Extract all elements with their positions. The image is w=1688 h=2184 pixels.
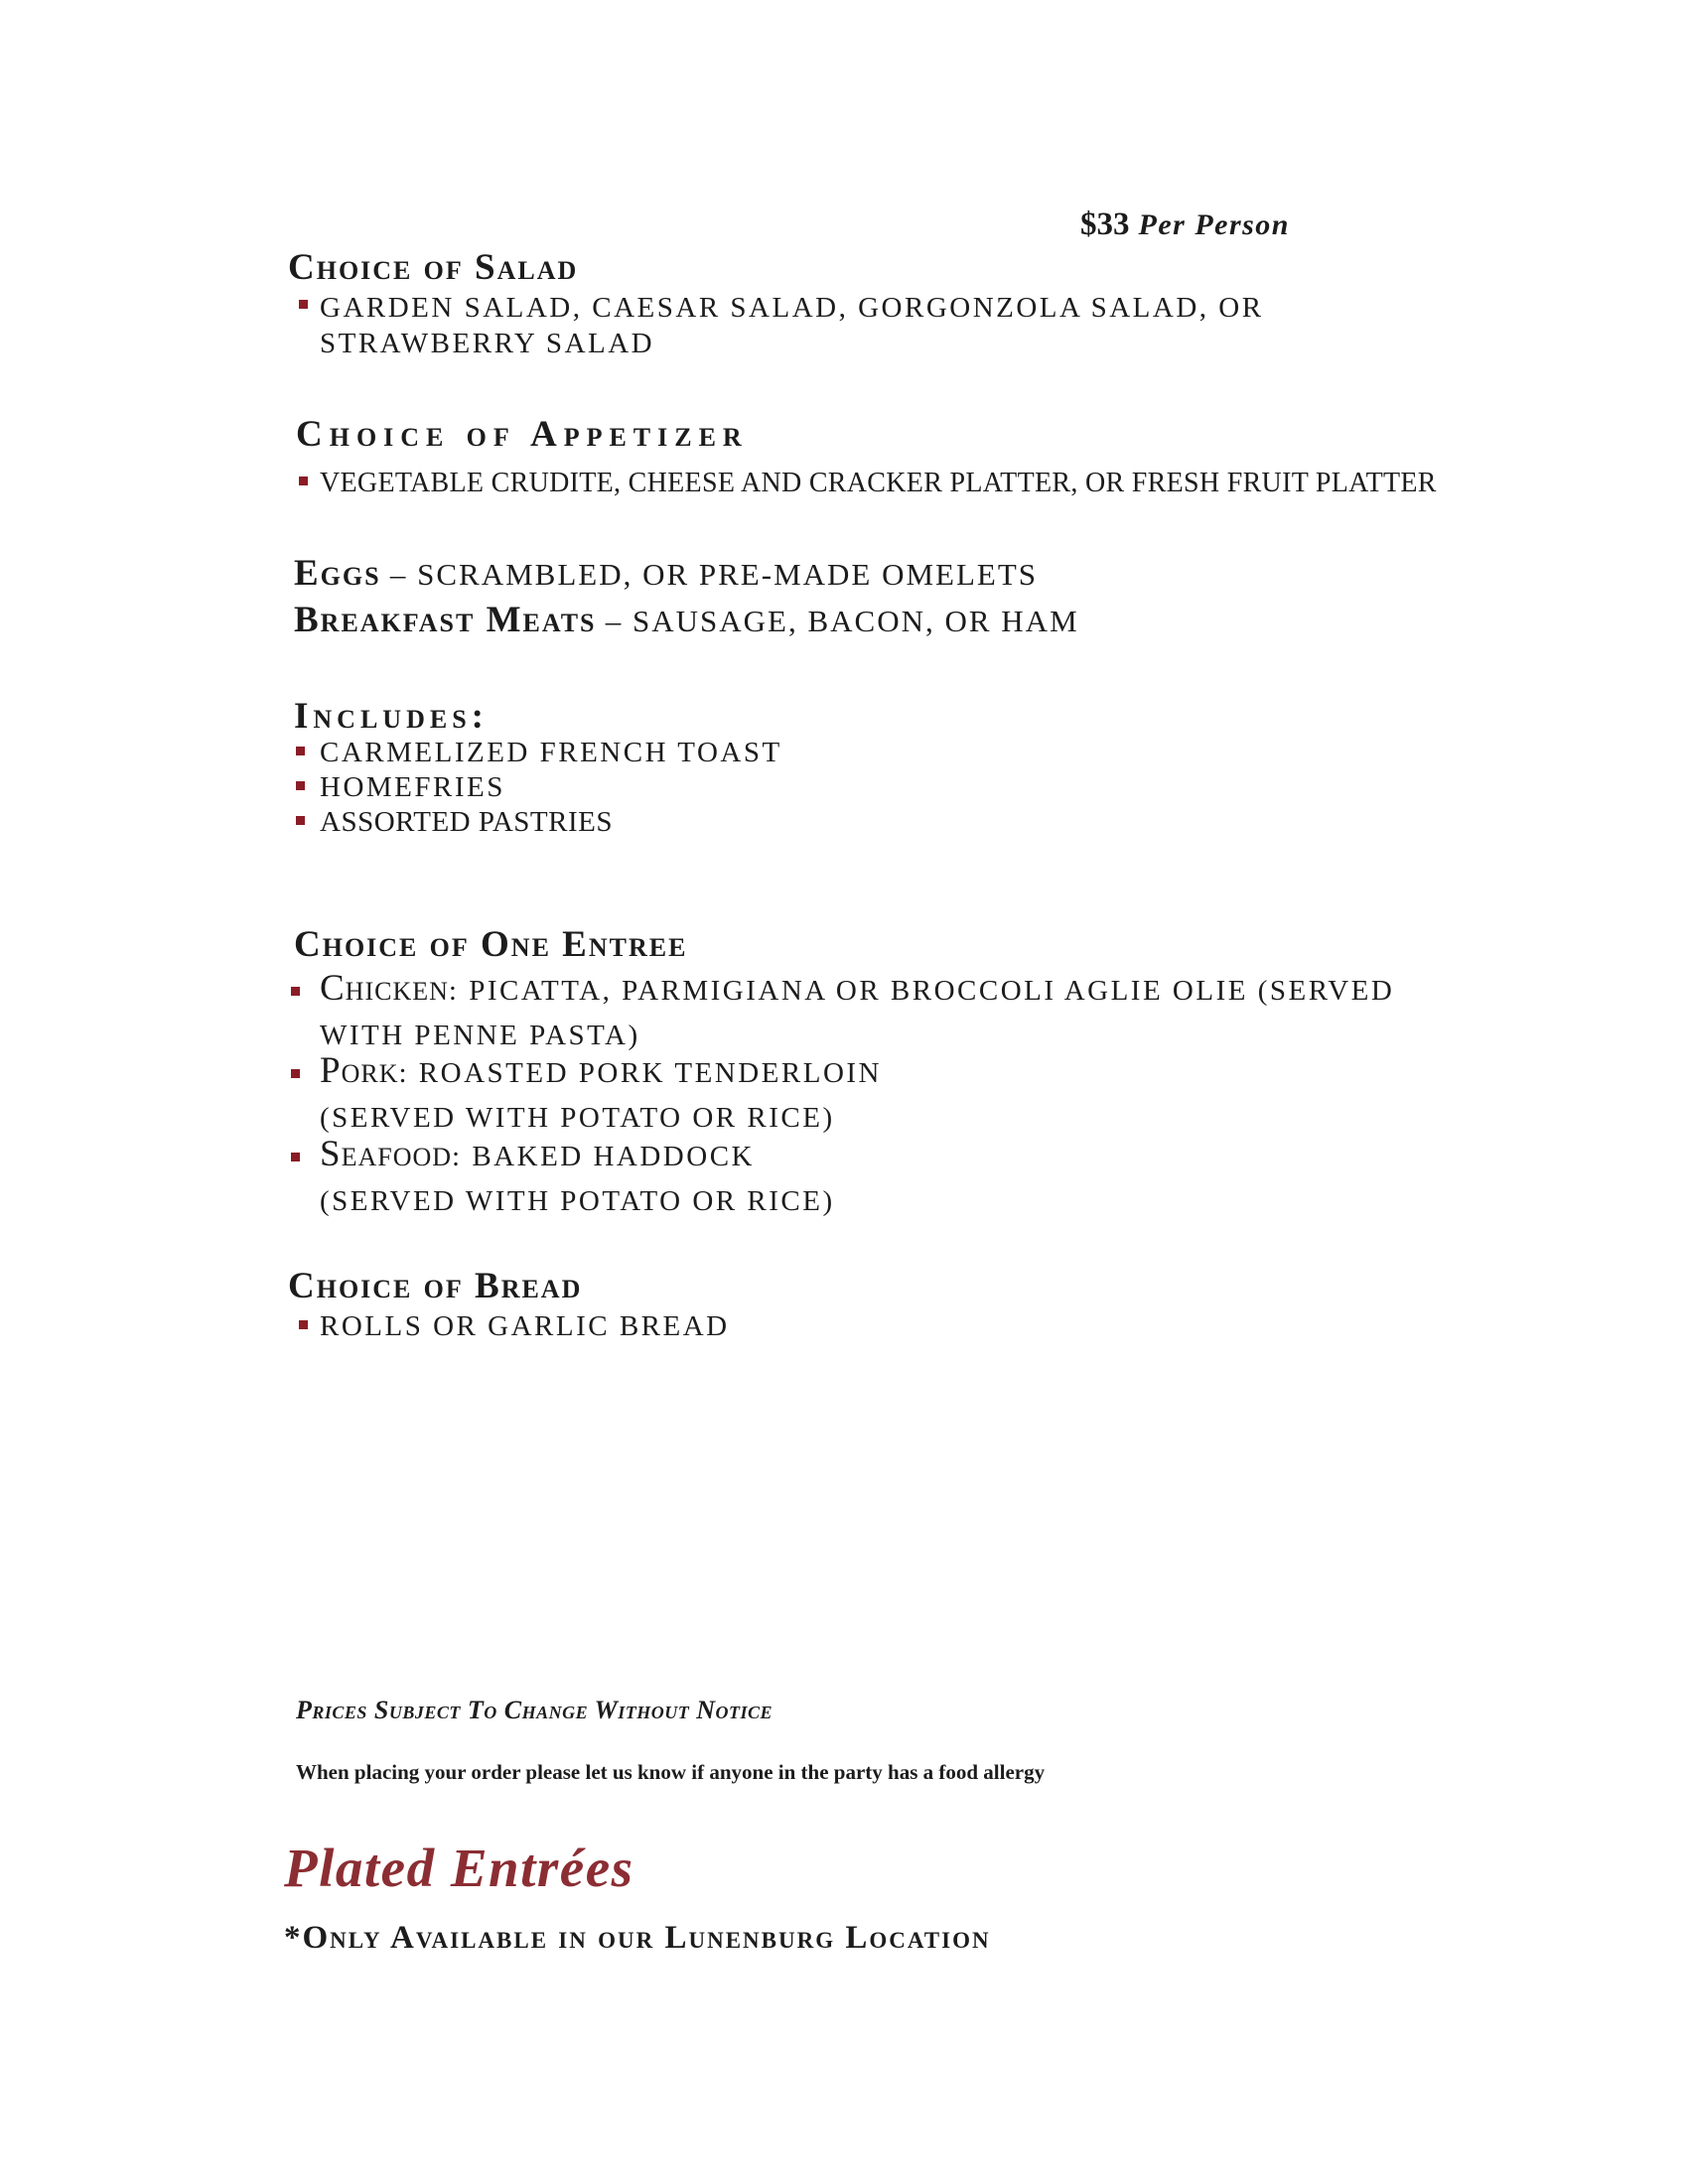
bread-heading: Choice of Bread <box>288 1266 583 1306</box>
bullet-icon <box>291 1069 300 1078</box>
bullet-icon <box>299 477 308 485</box>
location-note: *Only Available in our Lunenburg Location <box>284 1920 991 1956</box>
entree-name: Seafood <box>320 1134 453 1174</box>
price-notice: Prices Subject To Change Without Notice <box>296 1696 774 1724</box>
eggs-text: – SCRAMBLED, OR PRE-MADE OMELETS <box>389 557 1039 592</box>
entree-heading: Choice of One Entree <box>294 924 688 965</box>
entree-name: Chicken <box>320 968 449 1009</box>
bread-item: ROLLS OR GARLIC BREAD <box>320 1310 730 1342</box>
appetizer-item: VEGETABLE CRUDITE, CHEESE AND CRACKER PLATTER, OR FRESH FRUIT PLATTER <box>320 468 1437 498</box>
entree-name: Pork <box>320 1050 399 1091</box>
bullet-icon <box>299 300 308 309</box>
price-amount: $33 <box>1080 206 1130 242</box>
allergy-note: When placing your order please let us know if anyone in the party has a food allergy <box>296 1760 1046 1784</box>
entree-item-seafood <box>320 1135 876 1226</box>
bullet-icon <box>296 816 305 825</box>
appetizer-heading: Choice of Appetizer <box>296 414 749 455</box>
entree-item-pork <box>320 1051 935 1143</box>
meats-text: – SAUSAGE, BACON, OR HAM <box>605 604 1079 638</box>
eggs-label: Eggs <box>294 553 381 594</box>
entree-desc: : BAKED HADDOCK (SERVED WITH POTATO OR RICE) <box>320 1141 835 1217</box>
meats-label: Breakfast Meats <box>294 600 597 640</box>
bullet-icon <box>296 781 305 790</box>
bullet-icon <box>291 987 300 996</box>
includes-item: ASSORTED PASTRIES <box>320 806 613 838</box>
entree-desc: : PICATTA, PARMIGIANA OR BROCCOLI AGLIE OLIE (SERVED WITH PENNE PASTA) <box>320 975 1395 1051</box>
includes-item: HOMEFRIES <box>320 771 505 803</box>
includes-heading: Includes: <box>294 696 489 737</box>
section-title: Plated Entrées <box>284 1838 634 1898</box>
bullet-icon <box>296 747 305 755</box>
salad-heading: Choice of Salad <box>288 247 579 288</box>
price-per-person <box>1080 206 1290 243</box>
bullet-icon <box>299 1320 308 1329</box>
includes-item: CARMELIZED FRENCH TOAST <box>320 737 782 768</box>
meats-line <box>294 599 1079 641</box>
salad-item: GARDEN SALAD, CAESAR SALAD, GORGONZOLA SALAD, OR STRAWBERRY SALAD <box>320 292 1264 359</box>
entree-desc: : ROASTED PORK TENDERLOIN (SERVED WITH POTATO OR RICE) <box>320 1057 882 1134</box>
eggs-line <box>294 552 1038 595</box>
price-label: Per Person <box>1138 208 1290 241</box>
bullet-icon <box>291 1153 300 1161</box>
entree-item-chicken <box>320 969 1412 1060</box>
